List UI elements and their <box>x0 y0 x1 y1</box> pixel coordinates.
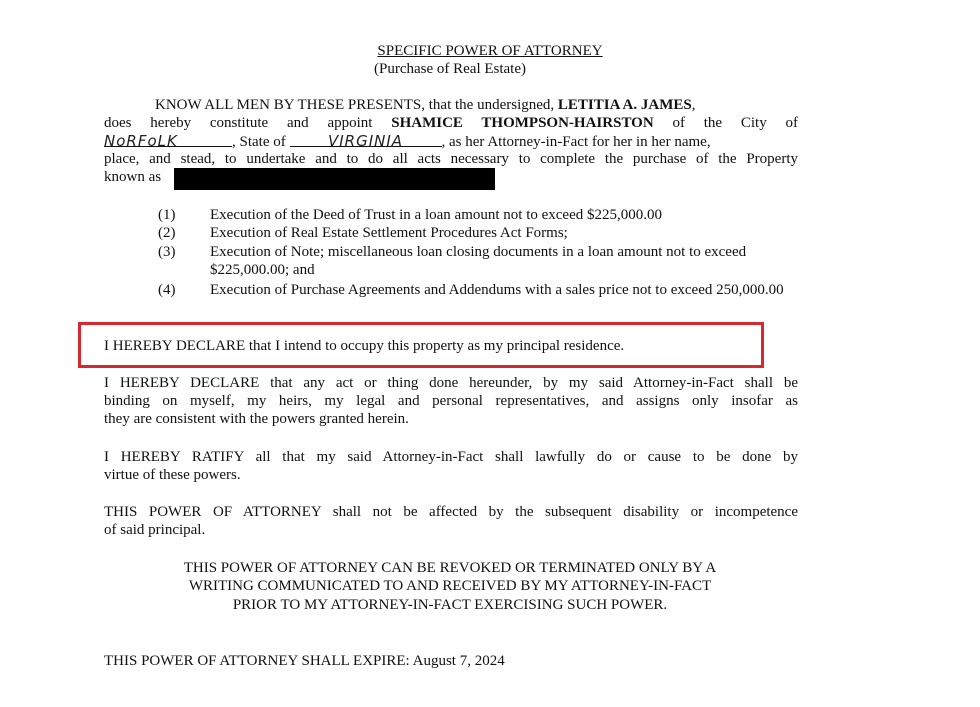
disability-line-2: of said principal. <box>104 522 206 538</box>
revocation-line-3: PRIOR TO MY ATTORNEY-IN-FACT EXERCISING SUCH POWER. <box>232 597 668 613</box>
binding-declaration-line-1: I HEREBY DECLARE that any act or thing done hereunder, by my said Attorney-in-Fact shall be <box>104 375 798 391</box>
state-field <box>290 132 442 150</box>
list-item-number: (1) <box>158 207 176 223</box>
list-item-text: Execution of the Deed of Trust in a loan amount not to exceed $225,000.00 <box>210 207 662 223</box>
agent-name: SHAMICE THOMPSON-HAIRSTON <box>391 115 654 131</box>
expiration-statement: THIS POWER OF ATTORNEY SHALL EXPIRE: August 7, 2024 <box>104 653 505 669</box>
list-item-text: Execution of Purchase Agreements and Addendums with a sales price not to exceed 250,000.00 <box>210 282 784 298</box>
city-handwritten: NoRFoLK <box>104 132 178 150</box>
binding-declaration-line-2: binding on myself, my heirs, my legal and personal representatives, and assigns only insofar as <box>104 393 798 409</box>
ratify-line-2: virtue of these powers. <box>104 467 241 483</box>
document-title: SPECIFIC POWER OF ATTORNEY <box>377 43 603 59</box>
binding-declaration-line-3: they are consistent with the powers granted herein. <box>104 411 409 427</box>
principal-name: LETITIA A. JAMES <box>557 97 692 113</box>
property-address-redaction <box>174 168 495 190</box>
ratify-line-1: I HEREBY RATIFY all that my said Attorney-in-Fact shall lawfully do or cause to be done by <box>104 449 798 465</box>
residence-declaration: I HEREBY DECLARE that I intend to occupy this property as my principal residence. <box>104 338 625 354</box>
revocation-line-2: WRITING COMMUNICATED TO AND RECEIVED BY MY ATTORNEY-IN-FACT <box>188 578 712 594</box>
document-subtitle: (Purchase of Real Estate) <box>373 61 527 77</box>
intro-line-4: place, and stead, to undertake and to do all acts necessary to complete the purchase of the Property <box>104 151 798 167</box>
city-field <box>104 132 232 150</box>
intro-line-1: KNOW ALL MEN BY THESE PRESENTS, that the undersigned, LETITIA A. JAMES, <box>155 97 696 113</box>
disability-line-1: THIS POWER OF ATTORNEY shall not be affected by the subsequent disability or incompetence <box>104 504 798 520</box>
intro-lead: KNOW ALL MEN BY THESE PRESENTS <box>155 97 422 113</box>
list-item-text: Execution of Note; miscellaneous loan closing documents in a loan amount not to exceed $225,000.00; and <box>210 244 747 278</box>
intro-line-2: does hereby constitute and appoint SHAMICE THOMPSON-HAIRSTON of the City of <box>104 115 799 131</box>
intro-line-5: known as <box>104 169 162 185</box>
list-item-number: (2) <box>158 225 176 241</box>
state-handwritten: VIRGINIA <box>327 132 404 150</box>
intro-line-3: NoRFoLK , State of VIRGINIA , as her Attorney-in-Fact for her in her name, <box>104 132 711 150</box>
list-item-text: Execution of Real Estate Settlement Procedures Act Forms; <box>210 225 568 241</box>
revocation-line-1: THIS POWER OF ATTORNEY CAN BE REVOKED OR TERMINATED ONLY BY A <box>183 560 717 576</box>
list-item-number: (3) <box>158 244 176 260</box>
list-item-number: (4) <box>158 282 176 298</box>
